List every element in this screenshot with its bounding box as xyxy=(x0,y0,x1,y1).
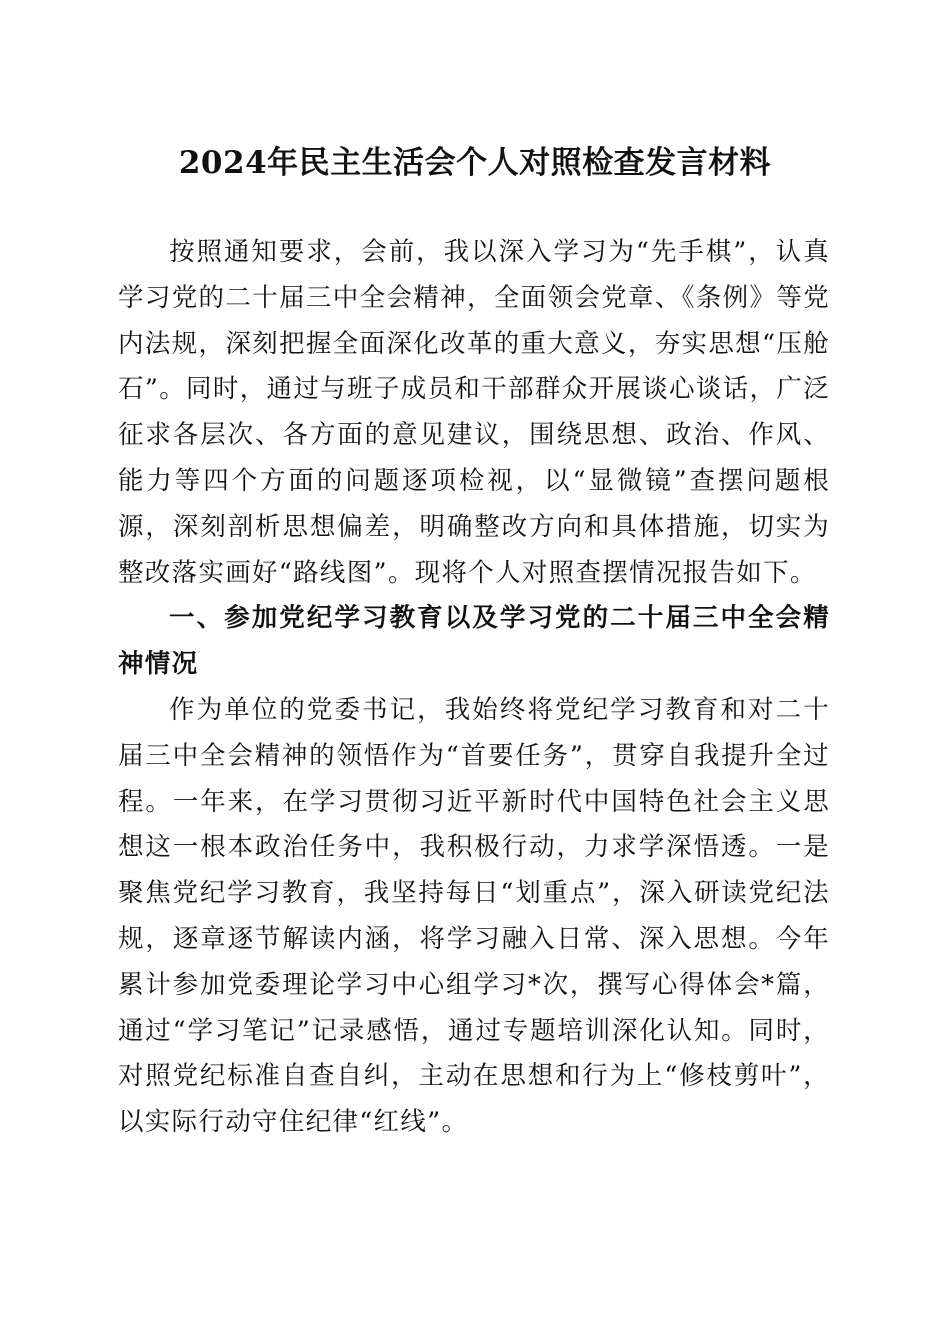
intro-paragraph: 按照通知要求，会前，我以深入学习为“先手棋”，认真学习党的二十届三中全会精神，全面领会党章、《条例》等党内法规，深刻把握全面深化改革的重大意义，夯实思想“压舱石”。同时，通过与班子成员和干部群众开展谈心谈话，广泛征求各层次、各方面的意见建议，围绕思想、政治、作风、能力等四个方面的问题逐项检视，以“显微镜”查摆问题根源，深刻剖析思想偏差，明确整改方向和具体措施，切实为整改落实画好“路线图”。现将个人对照查摆情况报告如下。 xyxy=(118,237,830,588)
document-title: 2024年民主生活会个人对照检查发言材料 xyxy=(178,145,772,181)
document-body xyxy=(118,230,830,1146)
section-heading: 一、参加党纪学习教育以及学习党的二十届三中全会精神情况 xyxy=(118,603,830,680)
section-paragraph: 作为单位的党委书记，我始终将党纪学习教育和对二十届三中全会精神的领悟作为“首要任务”，贯穿自我提升全过程。一年来，在学习贯彻习近平新时代中国特色社会主义思想这一根本政治任务中，我积极行动，力求学深悟透。一是聚焦党纪学习教育，我坚持每日“划重点”，深入研读党纪法规，逐章逐节解读内涵，将学习融入日常、深入思想。今年累计参加党委理论学习中心组学习*次，撰写心得体会*篇，通过“学习笔记”记录感悟，通过专题培训深化认知。同时，对照党纪标准自查自纠，主动在思想和行为上“修枝剪叶”，以实际行动守住纪律“红线”。 xyxy=(118,694,830,1138)
